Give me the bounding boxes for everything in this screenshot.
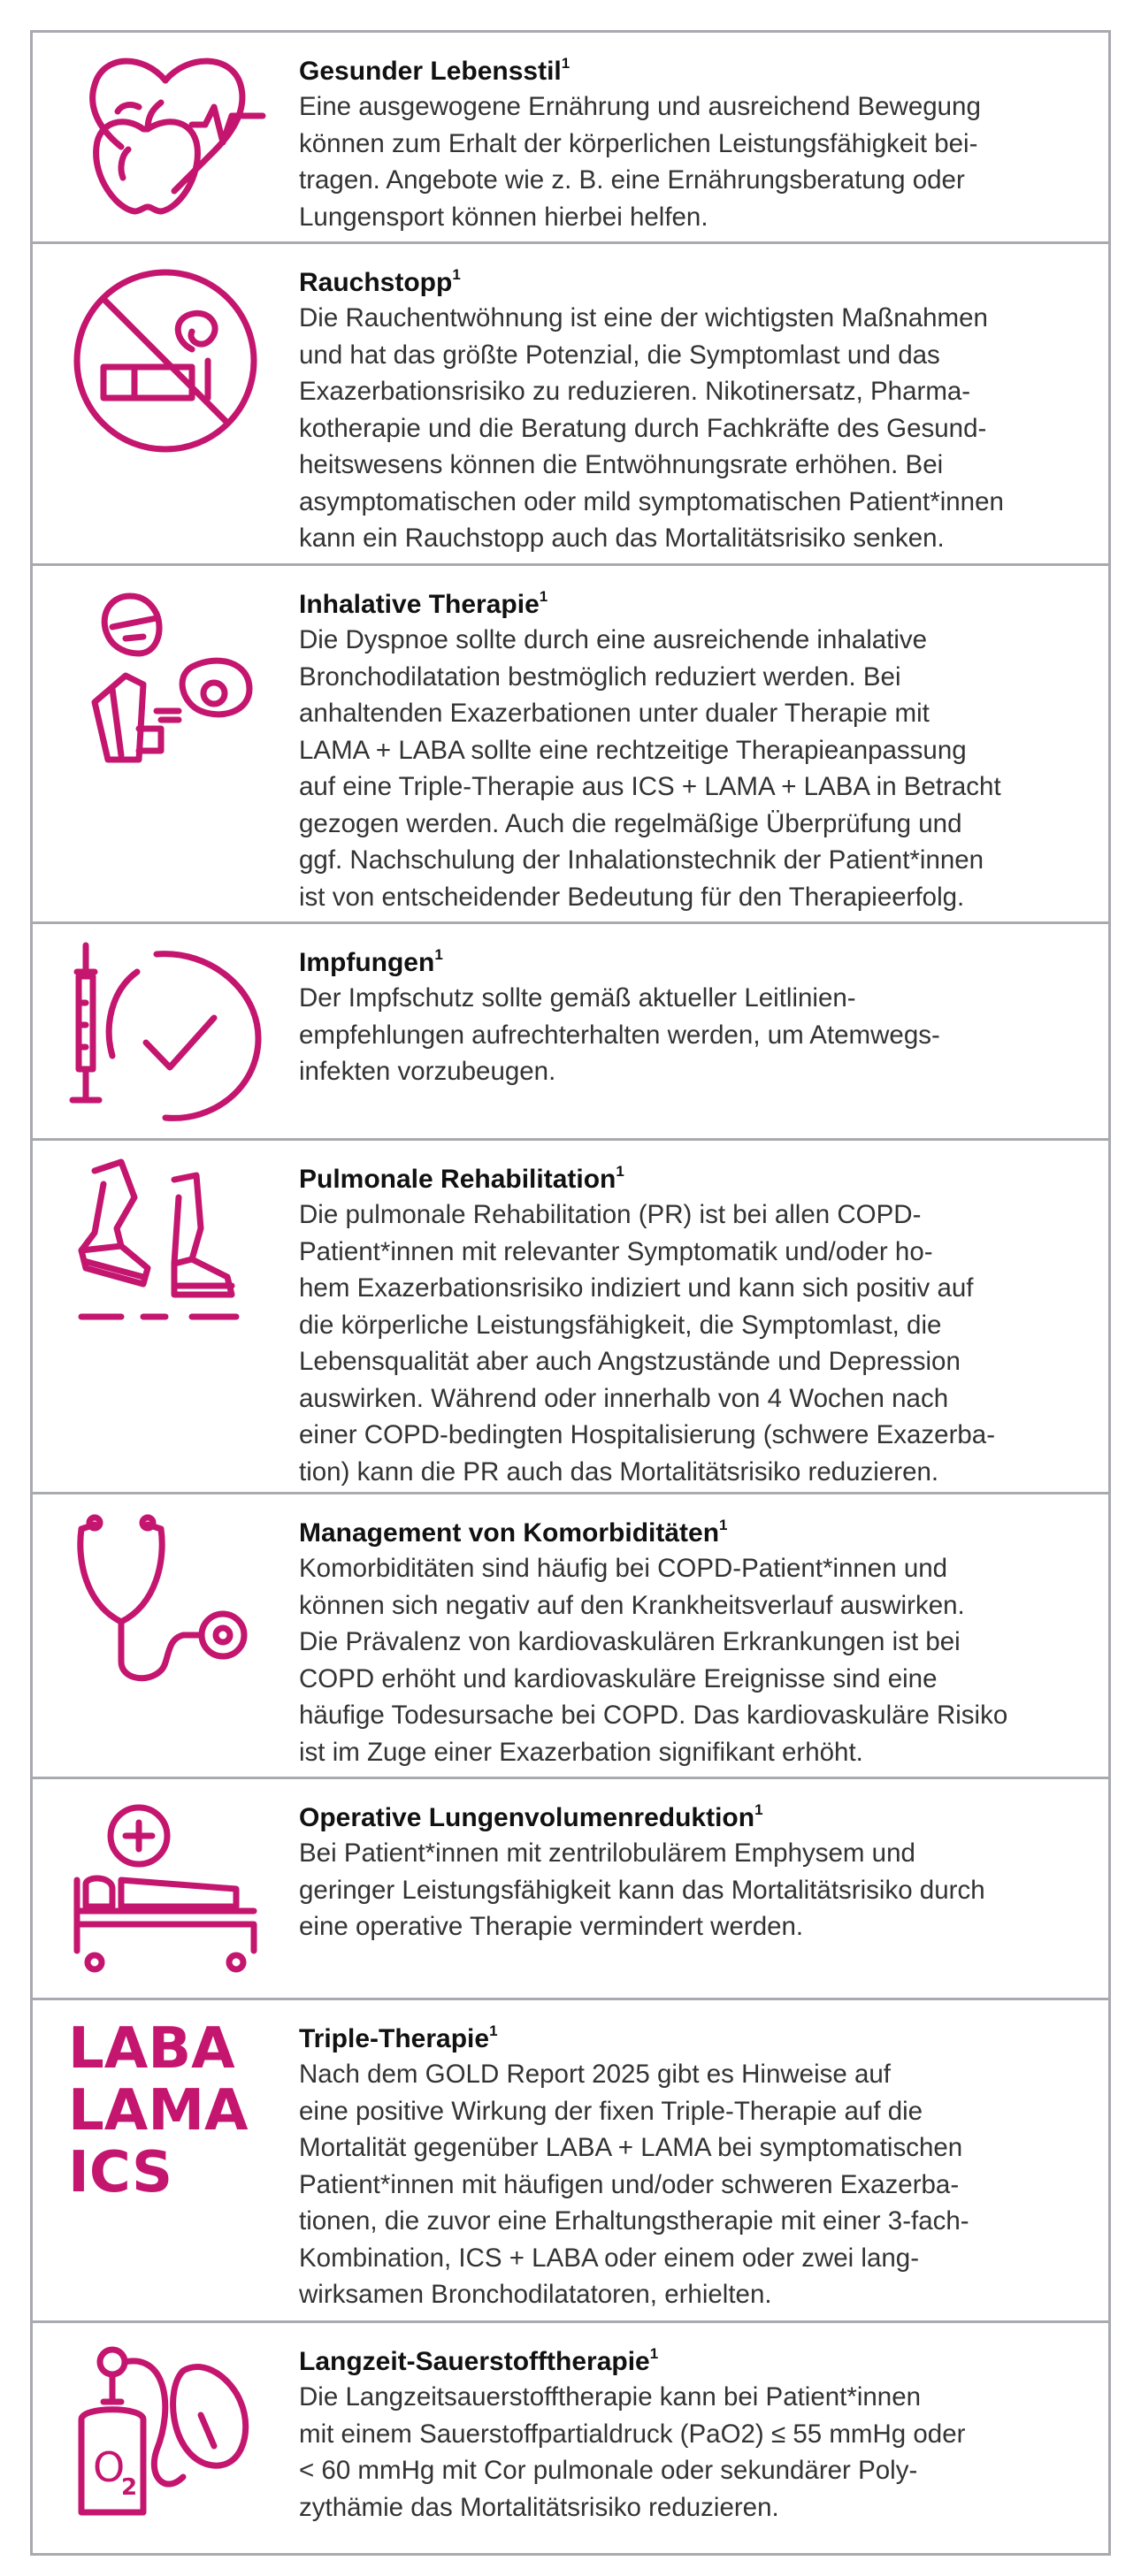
row-body: Die Dyspnoe sollte durch eine ausreichende inhalative Bronchodilatation bestmöglich reduziert werden. Bei anhaltenden Exazerbationen unter dualer Therapie mit LAMA + LABA sollte eine rechtzeitige Therapieanpassung auf eine Triple-Therapie aus ICS + LAMA + LABA in Betracht gezogen werden. Auch die regelmäßige Überprüfung und ggf. Nachschulung der Inhalationstechnik der Patient*innen ist von entscheidender Bedeutung für den Therapieerfolg.: [299, 625, 1001, 912]
no-smoking-icon: [33, 244, 298, 563]
row-title: Langzeit-Sauerstofftherapie: [299, 2347, 650, 2376]
row-body: Eine ausgewogene Ernährung und ausreichend Bewegung können zum Erhalt der körperlichen Leistungsfähigkeit bei- tragen. Angebote wie z. B. eine Ernährungsberatung oder Lungensport können hierbei helfen.: [299, 92, 981, 232]
row-title: Triple-Therapie: [299, 2024, 490, 2053]
oxygen-tank-icon: [33, 2323, 298, 2553]
row-body: Bei Patient*innen mit zentrilobulärem Emphysem und geringer Leistungsfähigkeit kann das Mortalitätsrisiko durch eine operative Therapie vermindert werden.: [299, 1838, 985, 1941]
inhaler-icon: [33, 566, 298, 921]
row-title: Gesunder Lebensstil: [299, 57, 562, 86]
icon-text-2: 2: [121, 2474, 138, 2501]
icon-text-laba: LABA: [68, 2016, 235, 2082]
footnote-mark: 1: [649, 2345, 659, 2362]
row-title: Operative Lungenvolumenreduktion: [299, 1803, 755, 1832]
laba-lama-ics-icon: [33, 2000, 298, 2320]
row-body: Der Impfschutz sollte gemäß aktueller Leitlinien- empfehlungen aufrechterhalten werden, um Atemwegs- infekten vorzubeugen.: [299, 983, 940, 1086]
row-title: Pulmonale Rehabilitation: [299, 1165, 616, 1194]
icon-text-lama: LAMA: [68, 2078, 249, 2144]
table-row: [33, 2323, 1108, 2553]
table-row: [33, 244, 1108, 566]
row-body: Die Rauchentwöhnung ist eine der wichtigsten Maßnahmen und hat das größte Potenzial, die Symptomlast und das Exazerbationsrisiko zu reduzieren. Nikotinersatz, Pharma- kotherapie und die Beratung durch Fachkräfte des Gesund- heitswesens können die Entwöhnungsrate erhöhen. Bei asymptomatischen oder mild symptomatischen Patient*innen kann ein Rauchstopp auch das Mortalitätsrisiko senken.: [299, 303, 1004, 553]
hospital-bed-icon: [33, 1779, 298, 1998]
footnote-mark: 1: [489, 2022, 498, 2039]
syringe-check-icon: [33, 924, 298, 1138]
table-row: [33, 2000, 1108, 2323]
row-title: Impfungen: [299, 948, 435, 977]
table-row: [33, 1779, 1108, 2000]
icon-text-ics: ICS: [68, 2140, 173, 2205]
footnote-mark: 1: [719, 1517, 728, 1533]
walking-legs-icon: [33, 1141, 298, 1492]
footnote-mark: 1: [452, 266, 461, 283]
row-body: Die Langzeitsauerstofftherapie kann bei Patient*innen mit einem Sauerstoffpartialdruck (PaO2) ≤ 55 mmHg oder < 60 mmHg mit Cor pulmonale oder sekundärer Poly- zythämie das Mortalitätsrisiko reduzieren.: [299, 2382, 966, 2522]
table-row: [33, 1141, 1108, 1494]
table-row: [33, 33, 1108, 244]
icon-text-o: O: [93, 2443, 126, 2491]
footnote-mark: 1: [539, 588, 548, 605]
footnote-mark: 1: [434, 946, 443, 963]
stethoscope-icon: [33, 1494, 298, 1777]
row-body: Die pulmonale Rehabilitation (PR) ist bei allen COPD- Patient*innen mit relevanter Symptomatik und/oder ho- hem Exazerbationsrisiko indiziert und kann sich positiv auf die körperliche Leistungsfähigkeit, die Symptomlast, die Lebensqualität aber auch Angstzustände und Depression auswirken. Während oder innerhalb von 4 Wochen nach einer COPD-bedingten Hospitalisierung (schwere Exazerba- tion) kann die PR auch das Mortalitätsrisiko reduzieren.: [299, 1200, 996, 1487]
row-title: Management von Komorbiditäten: [299, 1518, 720, 1548]
footnote-mark: 1: [561, 55, 570, 72]
heart-apple-icon: [33, 33, 298, 241]
row-body: Komorbiditäten sind häufig bei COPD-Patient*innen und können sich negativ auf den Krankheitsverlauf auswirken. Die Prävalenz von kardiovaskulären Erkrankungen ist bei COPD erhöht und kardiovaskuläre Ereignisse sind eine häufige Todesursache bei COPD. Das kardiovaskuläre Risiko ist im Zuge einer Exazerbation signifikant erhöht.: [299, 1554, 1008, 1767]
measures-table: [30, 30, 1111, 2556]
row-body: Nach dem GOLD Report 2025 gibt es Hinweise auf eine positive Wirkung der fixen Triple-Therapie auf die Mortalität gegenüber LABA + LAMA bei symptomatischen Patient*innen mit häufigen und/oder schweren Exazerba- tionen, die zuvor eine Erhaltungstherapie mit einer 3-fach- Kombination, ICS + LABA oder einem oder zwei lang- wirksamen Bronchodilatatoren, erhielten.: [299, 2060, 969, 2309]
row-title: Rauchstopp: [299, 268, 453, 297]
row-title: Inhalative Therapie: [299, 590, 540, 619]
footnote-mark: 1: [754, 1801, 763, 1818]
table-row: [33, 566, 1108, 924]
table-row: [33, 924, 1108, 1141]
footnote-mark: 1: [616, 1163, 624, 1180]
table-row: [33, 1494, 1108, 1779]
